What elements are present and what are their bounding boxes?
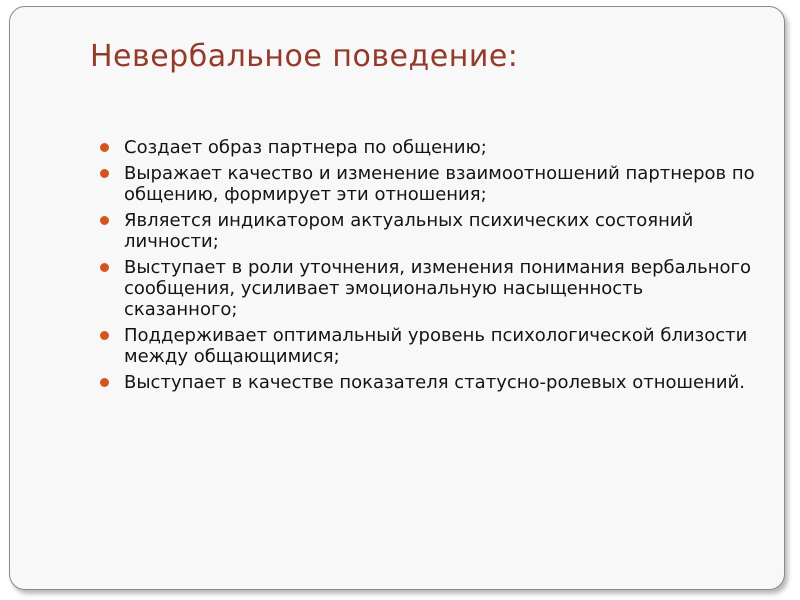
bullet-dot-icon <box>100 331 109 340</box>
bullet-item-5 <box>100 325 760 367</box>
bullet-dot-icon <box>100 263 109 272</box>
bullet-text: Выступает в роли уточнения, изменения понимания вербального сообщения, усиливает эмоциональную насыщенность сказанного; <box>124 257 751 320</box>
bullet-dot-icon <box>100 169 109 178</box>
bullet-item-3 <box>100 210 760 252</box>
bullet-text: Создает образ партнера по общению; <box>124 137 487 158</box>
bullet-item-2 <box>100 163 760 205</box>
bullet-text: Является индикатором актуальных психических состояний личности; <box>124 210 694 252</box>
bullet-item-4 <box>100 257 760 320</box>
bullet-text: Поддерживает оптимальный уровень психологической близости между общающимися; <box>124 325 748 367</box>
bullet-text: Выражает качество и изменение взаимоотношений партнеров по общению, формирует эти отношения; <box>124 163 755 205</box>
slide-frame <box>9 6 785 590</box>
bullet-dot-icon <box>100 143 109 152</box>
bullet-dot-icon <box>100 378 109 387</box>
bullet-dot-icon <box>100 216 109 225</box>
slide-title: Невербальное поведение: <box>90 39 519 74</box>
bullet-item-6 <box>100 372 760 393</box>
bullet-text: Выступает в качестве показателя статусно-ролевых отношений. <box>124 372 745 393</box>
bullet-list <box>100 137 760 398</box>
bullet-item-1 <box>100 137 760 158</box>
